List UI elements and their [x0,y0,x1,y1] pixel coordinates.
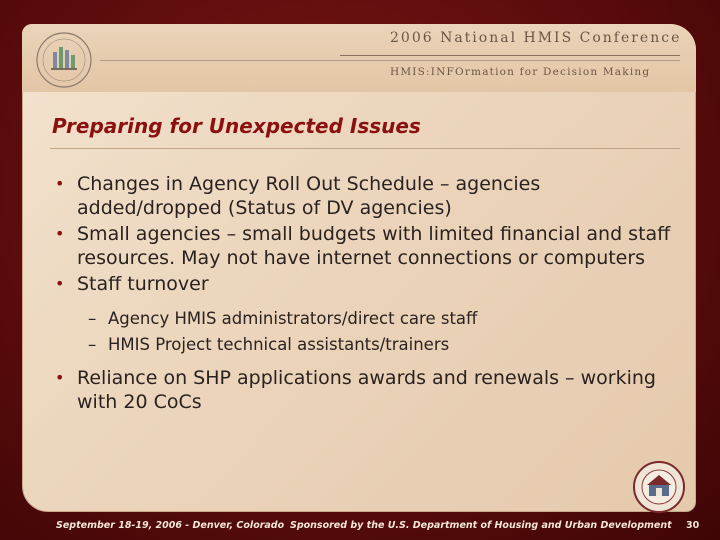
bullet-dot-icon: • [55,174,65,193]
sub-bullet-text: HMIS Project technical assistants/trainers [108,335,450,354]
dash-icon: – [88,335,97,354]
footer-sponsor: Sponsored by the U.S. Department of Housing and Urban Development [290,520,672,531]
bullet-text: Small agencies – small budgets with limited financial and staff resources. May not have internet connections or computers [77,223,671,269]
bullet-item [52,272,677,296]
bullet-item [52,222,677,270]
bullet-list [52,172,677,416]
bullet-text: Changes in Agency Roll Out Schedule – agencies added/dropped (Status of DV agencies) [77,173,541,219]
header-divider [340,55,680,56]
hud-logo-icon [34,30,94,90]
page-number: 30 [686,520,700,531]
bullet-dot-icon: • [55,368,65,387]
bullet-dot-icon: • [55,274,65,293]
conference-title: 2006 National HMIS Conference [390,30,682,46]
bullet-item [52,172,677,220]
footer-event: September 18-19, 2006 - Denver, Colorado [56,520,285,531]
sub-bullet-item [52,306,677,332]
title-divider [50,148,680,149]
header-divider-long [100,60,680,61]
bullet-dot-icon: • [55,224,65,243]
bullet-item [52,366,677,414]
bullet-text: Staff turnover [77,273,209,295]
sub-bullet-item [52,332,677,358]
conference-tagline: HMIS:INFOrmation for Decision Making [390,66,651,78]
slide-title: Preparing for Unexpected Issues [52,114,421,138]
bullet-text: Reliance on SHP applications awards and renewals – working with 20 CoCs [77,367,656,413]
sub-bullet-text: Agency HMIS administrators/direct care staff [108,309,478,328]
hud-seal-icon [632,460,686,514]
dash-icon: – [88,309,97,328]
